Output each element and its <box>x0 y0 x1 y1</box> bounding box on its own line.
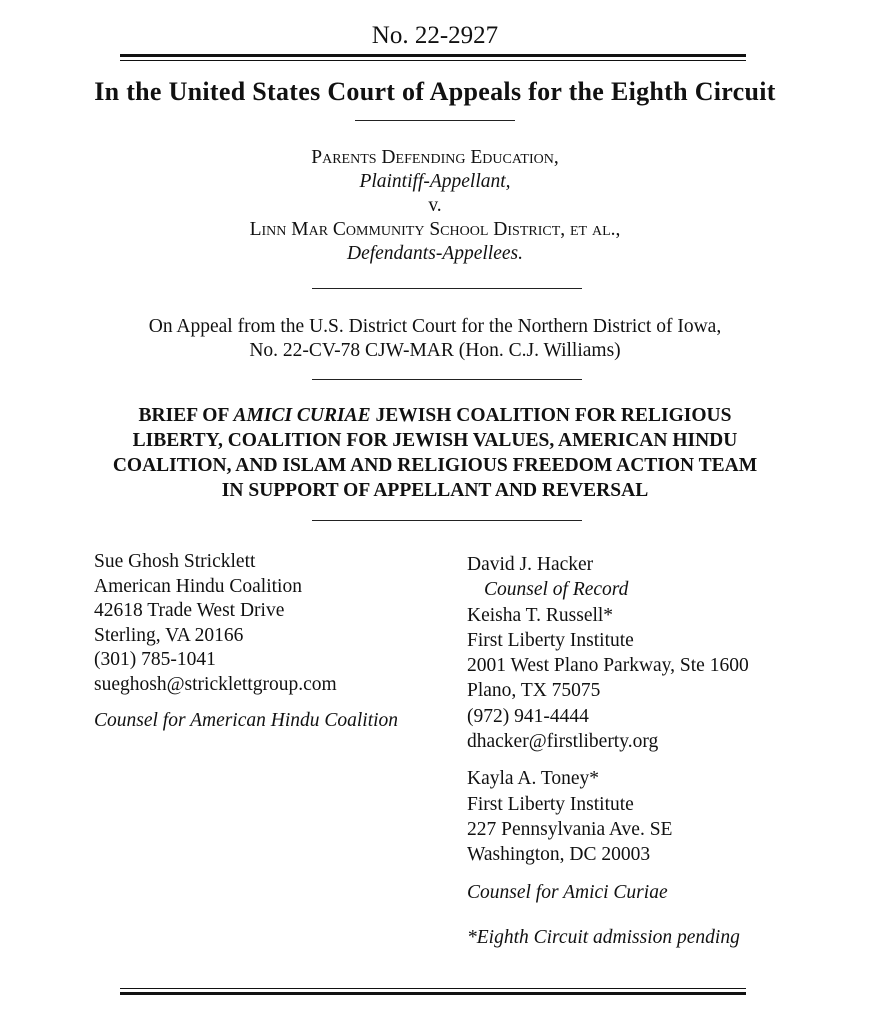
top-double-rule <box>120 54 746 61</box>
brief-title-line-3: COALITION, AND ISLAM AND RELIGIOUS FREEDOM ACTION TEAM <box>112 455 758 476</box>
counsel-name: Sue Ghosh Stricklett <box>94 551 256 572</box>
appeal-line-2: No. 22-CV-78 CJW-MAR (Hon. C.J. Williams) <box>249 340 621 361</box>
appeal-info <box>0 315 870 363</box>
counsel-org: American Hindu Coalition <box>94 575 302 597</box>
right-counsel-block <box>467 552 749 950</box>
counsel-name: Kayla A. Toney* <box>467 768 600 790</box>
brief-title-line-1 <box>60 403 810 428</box>
plaintiff-role: Plaintiff-Appellant, <box>359 171 511 192</box>
brief-title-line-4: IN SUPPORT OF APPELLANT AND REVERSAL <box>221 480 649 501</box>
parties-block <box>0 146 870 266</box>
counsel-name: Keisha T. Russell* <box>467 604 614 626</box>
counsel-email: dhacker@firstliberty.org <box>467 731 659 753</box>
counsel-phone: (301) 785-1041 <box>94 649 216 670</box>
case-number: No. 22-2927 <box>371 22 499 49</box>
counsel-street: 227 Pennsylvania Ave. SE <box>467 818 673 840</box>
counsel-email: sueghosh@stricklettgroup.com <box>94 673 337 695</box>
defendant-role: Defendants-Appellees. <box>347 243 523 264</box>
brief-amici: AMICI CURIAE <box>233 405 371 426</box>
divider-rule <box>312 520 582 521</box>
brief-title-line-2: LIBERTY, COALITION FOR JEWISH VALUES, AMERICAN HINDU <box>132 430 738 451</box>
counsel-city: Plano, TX 75075 <box>467 680 601 702</box>
counsel-city: Washington, DC 20003 <box>467 844 651 866</box>
brief-title <box>60 403 810 503</box>
counsel-city: Sterling, VA 20166 <box>94 624 244 646</box>
appeal-line-1: On Appeal from the U.S. District Court for the Northern District of Iowa, <box>148 316 722 337</box>
counsel-role: Counsel for American Hindu Coalition <box>94 710 399 731</box>
counsel-phone: (972) 941-4444 <box>467 705 589 727</box>
brief-prefix: BRIEF OF <box>138 405 234 426</box>
court-title: In the United States Court of Appeals for the Eighth Circuit <box>94 77 776 106</box>
divider-rule <box>312 379 582 380</box>
admission-note: *Eighth Circuit admission pending <box>467 926 740 948</box>
counsel-of-record: Counsel of Record <box>484 579 629 601</box>
versus: v. <box>428 195 442 216</box>
counsel-street: 2001 West Plano Parkway, Ste 1600 <box>467 655 749 677</box>
defendant-name: Linn Mar Community School District, et al., <box>249 219 621 240</box>
counsel-street: 42618 Trade West Drive <box>94 600 285 621</box>
counsel-role: Counsel for Amici Curiae <box>467 881 668 903</box>
divider-rule <box>355 120 515 121</box>
counsel-name: David J. Hacker <box>467 554 594 575</box>
left-counsel-block <box>94 550 398 734</box>
counsel-org: First Liberty Institute <box>467 629 634 651</box>
brief-line-1-rest: JEWISH COALITION FOR RELIGIOUS <box>370 405 732 426</box>
divider-rule <box>312 288 582 289</box>
bottom-double-rule <box>120 988 746 995</box>
plaintiff-name: Parents Defending Education, <box>311 147 559 168</box>
counsel-org: First Liberty Institute <box>467 793 634 815</box>
